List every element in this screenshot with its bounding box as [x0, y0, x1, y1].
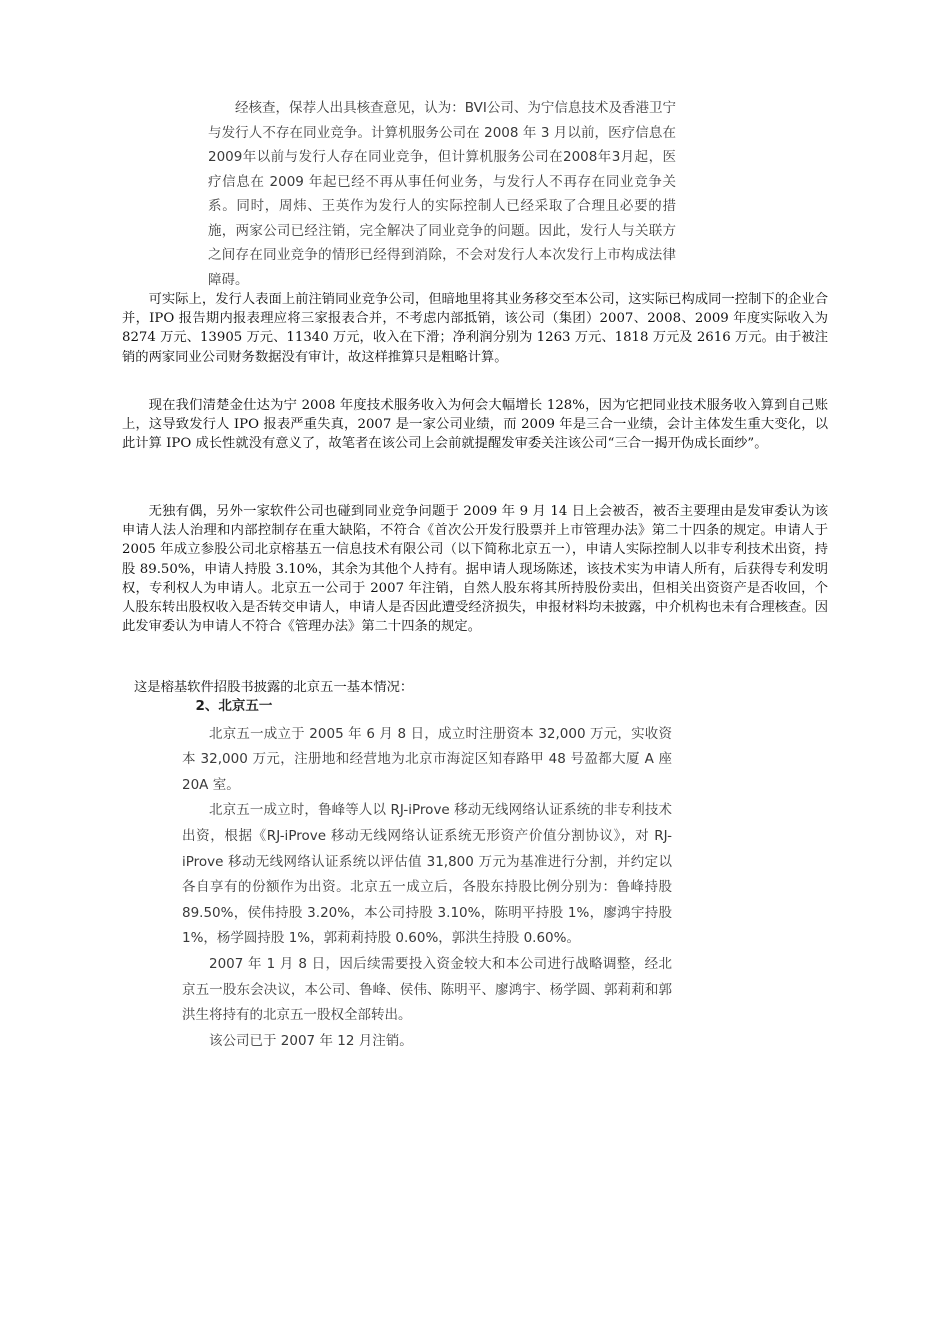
paragraph-text: 现在我们清楚金仕达为宁 2008 年度技术服务收入为何会大幅增长 128%，因为它把同业技术服务收入算到自己账上，这导致发行人 IPO 报表严重失真，2007 是一家公司业绩，而 2009 年是三合一业绩，会计主体发生重大变化，以此计算 IPO 成长性就没有意义了，故笔者在该公司上会前就提醒发审委关注该公司“三合一揭开伪成长面纱”。	[122, 398, 828, 452]
excerpt-intro-line: 这是榕基软件招股书披露的北京五一基本情况：	[134, 680, 414, 695]
excerpt-paragraph: 北京五一成立时，鲁峰等人以 RJ-iProve 移动无线网络认证系统的非专利技术出资，根据《RJ-iProve 移动无线网络认证系统无形资产价值分割协议》，对 RJ-iProve 移动无线网络认证系统以评估值 31,800 万元为基准进行分割，并约定以各自享有的份额作为出资。北京五一成立后，各股东持股比例分别为：鲁峰持股 89.50%，侯伟持股 3.20%，本公司持股 3.10%，陈明平持股 1%，廖鸿宇持股 1%，杨学圆持股 1%，郭莉莉持股 0.60%，郭洪生持股 0.60%。	[182, 802, 672, 947]
paragraph-text: 可实际上，发行人表面上前注销同业竞争公司，但暗地里将其业务移交至本公司，这实际已构成同一控制下的企业合并，IPO 报告期内报表理应将三家报表合并，不考虑内部抵销，该公司（集团）2007、2008、2009 年度实际收入为 8274 万元、13905 万元、11340 万元，收入在下滑；净利润分别为 1263 万元、1818 万元及 2616 万元。由于被注销的两家同业公司财务数据没有审计，故这样推算只是粗略计算。	[122, 292, 828, 365]
paragraph-text: 无独有偶，另外一家软件公司也碰到同业竞争问题于 2009 年 9 月 14 日上会被否，被否主要理由是发审委认为该申请人法人治理和内部控制存在重大缺陷，不符合《首次公开发行股票并上市管理办法》第二十四条的规定。申请人于 2005 年成立参股公司北京榕基五一信息技术有限公司（以下简称北京五一），申请人实际控制人以非专利技术出资，持股 89.50%，申请人持股 3.10%，其余为其他个人持有。据申请人现场陈述，该技术实为申请人所有，后获得专利发明权，专利权人为申请人。北京五一公司于 2007 年注销，自然人股东将其所持股份卖出，但相关出资资产是否收回，个人股东转出股权收入是否转交申请人，申请人是否因此遭受经济损失，申报材料均未披露，中介机构也未有合理核查。因此发审委认为申请人不符合《管理办法》第二十四条的规定。	[122, 504, 828, 635]
body-paragraph-1	[122, 290, 828, 367]
quoted-verification-text: 经核查，保荐人出具核查意见，认为：BVI公司、为宁信息技术及香港卫宁与发行人不存在同业竞争。计算机服务公司在 2008 年 3 月以前，医疗信息在 2009年以前与发行人存在同业竞争，但计算机服务公司在2008年3月起，医疗信息在 2009 年起已经不再从事任何业务，与发行人不再存在同业竞争关系。同时，周炜、王英作为发行人的实际控制人已经采取了合理且必要的措施，两家公司已经注销，完全解决了同业竞争的问题。因此，发行人与关联方之间存在同业竞争的情形已经得到消除，不会对发行人本次发行上市构成法律障碍。	[208, 100, 676, 288]
excerpt-paragraph: 北京五一成立于 2005 年 6 月 8 日，成立时注册资本 32,000 万元，实收资本 32,000 万元，注册地和经营地为北京市海淀区知春路甲 48 号盈都大厦 A 座 20A 室。	[182, 725, 672, 793]
excerpt-heading: 2、北京五一	[195, 698, 273, 714]
quoted-verification-image	[208, 96, 676, 292]
body-paragraph-3	[122, 502, 828, 636]
excerpt-paragraph: 该公司已于 2007 年 12 月注销。	[209, 1032, 413, 1049]
excerpt-paragraph: 2007 年 1 月 8 日，因后续需要投入资金较大和本公司进行战略调整，经北京五一股东会决议，本公司、鲁峰、侯伟、陈明平、廖鸿宇、杨学圆、郭莉莉和郭洪生将持有的北京五一股权全部转出。	[182, 955, 672, 1024]
body-paragraph-2	[122, 396, 828, 454]
prospectus-excerpt-image	[182, 694, 672, 1054]
